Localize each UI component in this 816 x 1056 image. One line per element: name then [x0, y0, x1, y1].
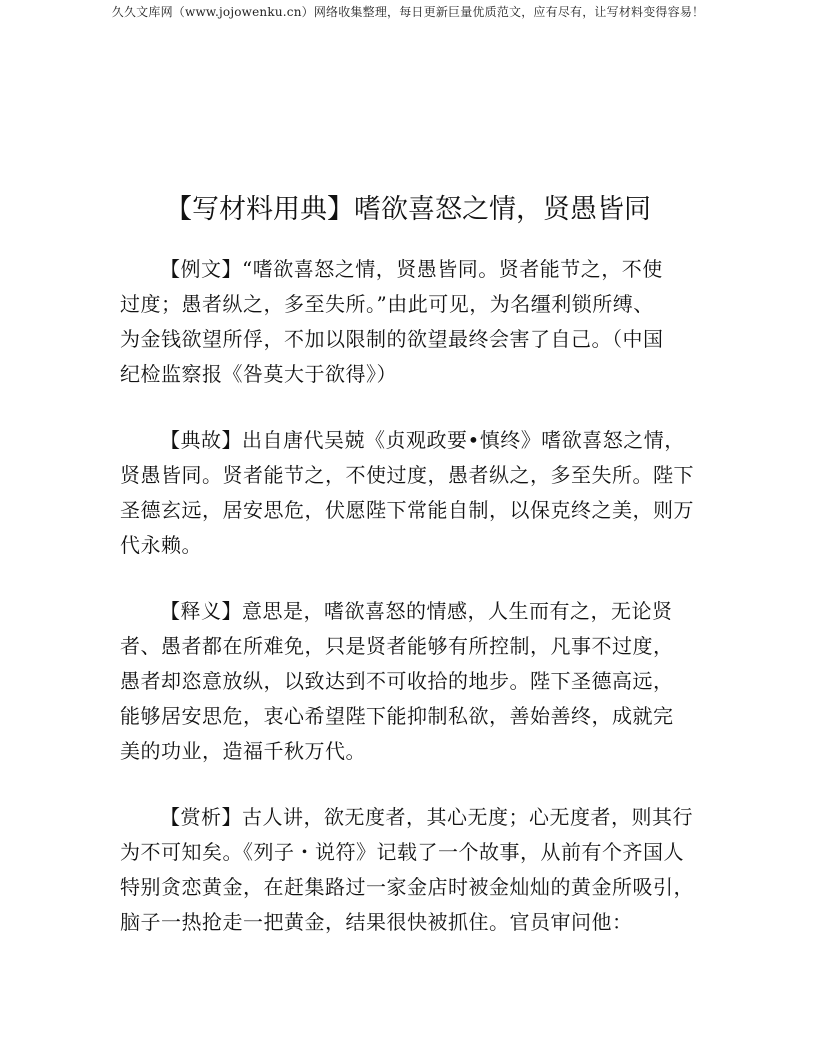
- paragraph-line: 特别贪恋黄金，在赶集路过一家金店时被金灿灿的黄金所吸引，: [120, 875, 694, 899]
- paragraph-allusion: [120, 423, 700, 563]
- document-body: [120, 252, 700, 971]
- document-title: 【写材料用典】嗜欲喜怒之情，贤愚皆同: [165, 194, 651, 225]
- paragraph-line: 为不可知矣。《列子・说符》记载了一个故事，从前有个齐国人: [120, 840, 684, 864]
- paragraph-line: 者、愚者都在所难免，只是贤者能够有所控制，凡事不过度，: [120, 634, 674, 658]
- paragraph-line: 能够居安思危，衷心希望陛下能抑制私欲，善始善终，成就完: [120, 704, 674, 728]
- paragraph-line: 愚者却恣意放纵，以致达到不可收拾的地步。陛下圣德高远，: [120, 669, 674, 693]
- paragraph-line: 【例文】“嗜欲喜怒之情，贤愚皆同。贤者能节之，不使: [160, 257, 663, 281]
- paragraph-line: 代永赖。: [120, 533, 202, 557]
- paragraph-line: 【释义】意思是，嗜欲喜怒的情感，人生而有之，无论贤: [160, 599, 673, 623]
- paragraph-line: 过度；愚者纵之，多至失所。”由此可见，为名缰利锁所缚、: [120, 292, 654, 316]
- paragraph-line: 贤愚皆同。贤者能节之，不使过度，愚者纵之，多至失所。陛下: [120, 463, 694, 487]
- site-header-notice: 久久文库网（www.jojowenku.cn）网络收集整理，每日更新巨量优质范文，应有尽有，让写材料变得容易！: [111, 5, 705, 19]
- paragraph-line: 脑子一热抢走一把黄金，结果很快被抓住。官员审问他：: [120, 910, 633, 934]
- paragraph-line: 美的功业，造福千秋万代。: [120, 739, 366, 763]
- paragraph-line: 纪检监察报《咎莫大于欲得》）: [120, 362, 397, 386]
- paragraph-appreciation: [120, 800, 700, 940]
- paragraph-line: 【赏析】古人讲，欲无度者，其心无度；心无度者，则其行: [160, 805, 693, 829]
- paragraph-line: 为金钱欲望所俘，不加以限制的欲望最终会害了自己。（中国: [120, 327, 664, 351]
- paragraph-interpretation: [120, 594, 700, 769]
- paragraph-line: 【典故】出自唐代吴兢《贞观政要•慎终》嗜欲喜怒之情，: [160, 428, 685, 452]
- paragraph-example: [120, 252, 700, 392]
- paragraph-line: 圣德玄远，居安思危，伏愿陛下常能自制，以保克终之美，则万: [120, 498, 694, 522]
